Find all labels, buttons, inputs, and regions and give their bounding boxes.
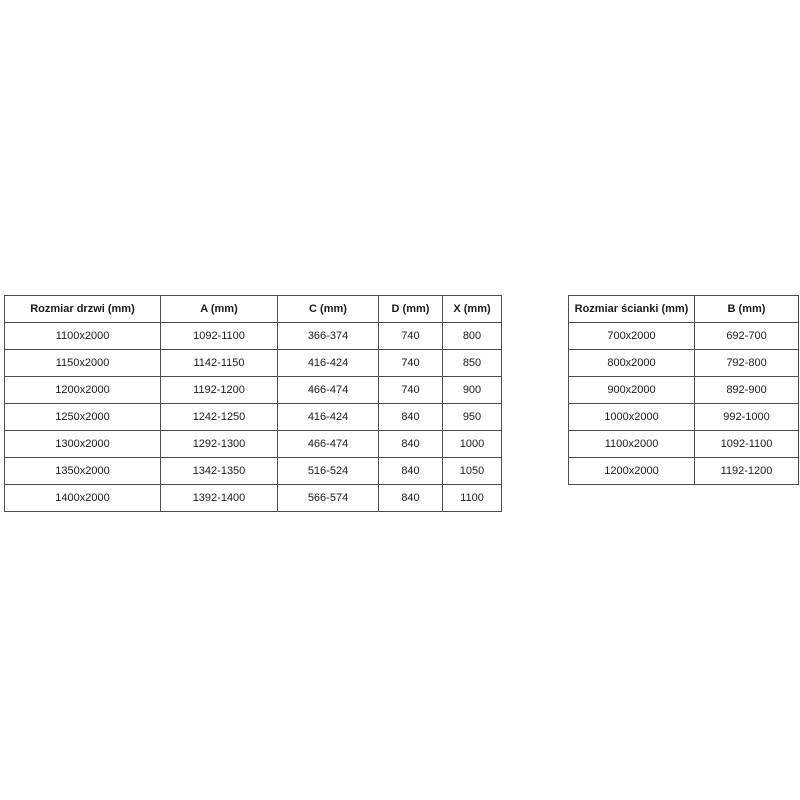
cell-c: 416-424	[278, 404, 379, 431]
cell-a: 1242-1250	[161, 404, 278, 431]
door-header-c: C (mm)	[278, 296, 379, 323]
cell-x: 1000	[443, 431, 502, 458]
door-header-x: X (mm)	[443, 296, 502, 323]
cell-wall-size: 900x2000	[569, 377, 695, 404]
door-table-header-row	[5, 296, 502, 323]
table-row	[5, 485, 502, 512]
cell-b: 792-800	[695, 350, 799, 377]
cell-c: 516-524	[278, 458, 379, 485]
wall-header-b: B (mm)	[695, 296, 799, 323]
cell-c: 466-474	[278, 431, 379, 458]
table-row	[569, 377, 799, 404]
door-header-a: A (mm)	[161, 296, 278, 323]
cell-c: 466-474	[278, 377, 379, 404]
cell-a: 1342-1350	[161, 458, 278, 485]
wall-header-rozmiar-scianki: Rozmiar ścianki (mm)	[569, 296, 695, 323]
cell-door-size: 1150x2000	[5, 350, 161, 377]
table-row	[5, 431, 502, 458]
cell-x: 950	[443, 404, 502, 431]
cell-a: 1092-1100	[161, 323, 278, 350]
cell-c: 416-424	[278, 350, 379, 377]
cell-d: 840	[379, 485, 443, 512]
cell-x: 850	[443, 350, 502, 377]
cell-wall-size: 1200x2000	[569, 458, 695, 485]
cell-a: 1292-1300	[161, 431, 278, 458]
cell-a: 1142-1150	[161, 350, 278, 377]
table-row	[5, 404, 502, 431]
table-row	[569, 404, 799, 431]
table-row	[569, 350, 799, 377]
cell-b: 892-900	[695, 377, 799, 404]
cell-x: 1100	[443, 485, 502, 512]
door-header-rozmiar-drzwi: Rozmiar drzwi (mm)	[5, 296, 161, 323]
cell-wall-size: 800x2000	[569, 350, 695, 377]
table-row	[5, 377, 502, 404]
cell-x: 800	[443, 323, 502, 350]
table-row	[569, 458, 799, 485]
cell-b: 1192-1200	[695, 458, 799, 485]
cell-c: 566-574	[278, 485, 379, 512]
table-row	[5, 323, 502, 350]
cell-d: 840	[379, 458, 443, 485]
table-row	[5, 350, 502, 377]
cell-door-size: 1400x2000	[5, 485, 161, 512]
wall-table-header-row	[569, 296, 799, 323]
cell-d: 740	[379, 323, 443, 350]
cell-d: 740	[379, 377, 443, 404]
cell-b: 1092-1100	[695, 431, 799, 458]
cell-door-size: 1350x2000	[5, 458, 161, 485]
wall-sizes-table	[568, 295, 799, 485]
door-header-d: D (mm)	[379, 296, 443, 323]
cell-d: 840	[379, 431, 443, 458]
cell-door-size: 1200x2000	[5, 377, 161, 404]
door-sizes-table	[4, 295, 502, 512]
cell-d: 740	[379, 350, 443, 377]
cell-c: 366-374	[278, 323, 379, 350]
cell-a: 1192-1200	[161, 377, 278, 404]
cell-x: 900	[443, 377, 502, 404]
cell-d: 840	[379, 404, 443, 431]
cell-wall-size: 1000x2000	[569, 404, 695, 431]
cell-door-size: 1250x2000	[5, 404, 161, 431]
cell-a: 1392-1400	[161, 485, 278, 512]
cell-wall-size: 700x2000	[569, 323, 695, 350]
cell-door-size: 1300x2000	[5, 431, 161, 458]
table-row	[5, 458, 502, 485]
table-row	[569, 323, 799, 350]
cell-door-size: 1100x2000	[5, 323, 161, 350]
cell-b: 692-700	[695, 323, 799, 350]
cell-x: 1050	[443, 458, 502, 485]
cell-wall-size: 1100x2000	[569, 431, 695, 458]
table-row	[569, 431, 799, 458]
cell-b: 992-1000	[695, 404, 799, 431]
